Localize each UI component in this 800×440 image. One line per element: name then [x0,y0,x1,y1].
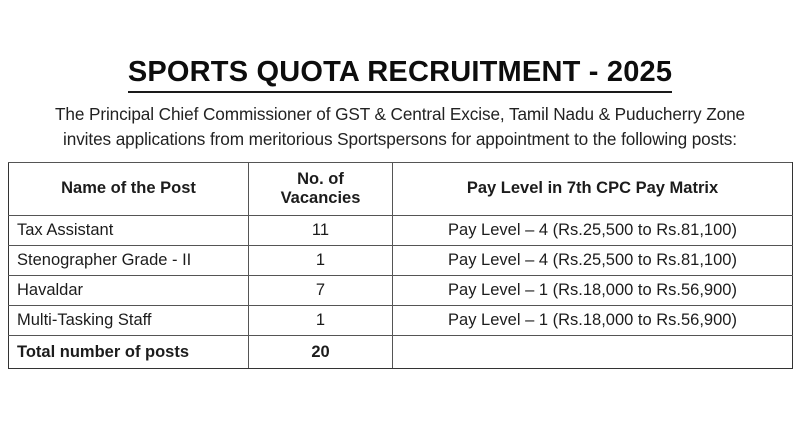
cell-vacancies: 7 [249,276,393,306]
table-row [9,306,793,336]
cell-pay-level: Pay Level – 4 (Rs.25,500 to Rs.81,100) [393,216,793,246]
intro-line-2: invites applications from meritorious Sportspersons for appointment to the following posts: [63,129,737,150]
table-body [9,216,793,369]
intro-line-1: The Principal Chief Commissioner of GST & Central Excise, Tamil Nadu & Puducherry Zone [54,104,745,125]
intro-paragraph [0,102,800,152]
table-row [9,276,793,306]
vacancy-table-container [8,162,792,369]
cell-vacancies: 1 [249,246,393,276]
cell-total-pay-level [393,336,793,369]
cell-pay-level: Pay Level – 1 (Rs.18,000 to Rs.56,900) [393,306,793,336]
cell-post-name: Tax Assistant [9,216,249,246]
cell-total-vacancies: 20 [249,336,393,369]
cell-pay-level: Pay Level – 1 (Rs.18,000 to Rs.56,900) [393,276,793,306]
page-title: SPORTS QUOTA RECRUITMENT - 2025 [128,57,672,93]
table-header-row [9,163,793,216]
table-total-row [9,336,793,369]
table-header [9,163,793,216]
cell-post-name: Havaldar [9,276,249,306]
cell-post-name: Multi-Tasking Staff [9,306,249,336]
cell-pay-level: Pay Level – 4 (Rs.25,500 to Rs.81,100) [393,246,793,276]
column-header-pay-level: Pay Level in 7th CPC Pay Matrix [393,163,793,216]
table-row [9,246,793,276]
cell-post-name: Stenographer Grade - II [9,246,249,276]
cell-vacancies: 1 [249,306,393,336]
vacancy-table [8,162,793,369]
cell-vacancies: 11 [249,216,393,246]
cell-total-label: Total number of posts [9,336,249,369]
column-header-vacancies-line1: No. of [297,169,344,188]
table-row [9,216,793,246]
column-header-post-name: Name of the Post [9,163,249,216]
column-header-vacancies-line2: Vacancies [280,189,361,207]
column-header-vacancies [249,163,393,216]
title-container [0,0,800,93]
